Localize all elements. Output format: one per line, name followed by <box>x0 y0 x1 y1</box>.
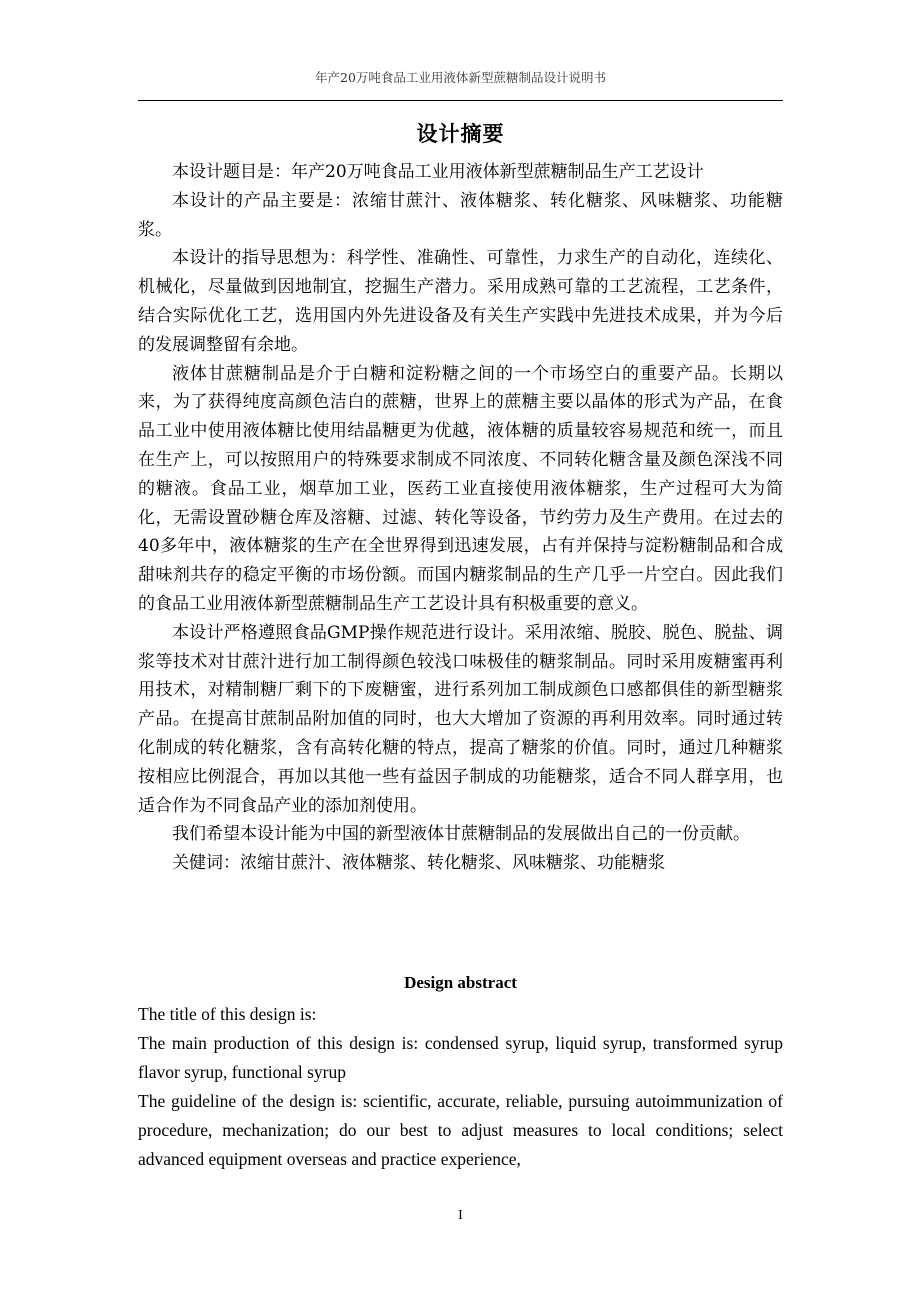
cn-paragraph: 本设计的产品主要是：浓缩甘蔗汁、液体糖浆、转化糖浆、风味糖浆、功能糖浆。 <box>138 190 783 240</box>
header-rule <box>138 100 783 101</box>
page-number: I <box>458 1208 463 1223</box>
en-paragraph: The main production of this design is: condensed syrup, liquid syrup, transformed syrup flavor syrup, functional syrup <box>138 1033 783 1082</box>
cn-paragraph: 本设计严格遵照食品GMP操作规范进行设计。采用浓缩、脱胶、脱色、脱盐、调浆等技术对甘蔗汁进行加工制得颜色较浅口味极佳的糖浆制品。同时采用废糖蜜再利用技术，对精制糖厂剩下的下废糖蜜，进行系列加工制成颜色口感都俱佳的新型糖浆产品。在提高甘蔗制品附加值的同时，也大大增加了资源的再利用效率。同时通过转化制成的转化糖浆，含有高转化糖的特点，提高了糖浆的价值。同时，通过几种糖浆按相应比例混合，再加以其他一些有益因子制成的功能糖浆，适合不同人群享用，也适合作为不同食品产业的添加剂使用。 <box>138 622 783 816</box>
running-header: 年产20万吨食品工业用液体新型蔗糖制品设计说明书 <box>315 70 606 85</box>
en-abstract-body <box>138 1000 783 1174</box>
cn-abstract-title: 设计摘要 <box>416 121 505 146</box>
cn-keywords: 关健词：浓缩甘蔗汁、液体糖浆、转化糖浆、风味糖浆、功能糖浆 <box>172 853 665 874</box>
cn-paragraph: 我们希望本设计能为中国的新型液体甘蔗糖制品的发展做出自己的一份贡献。 <box>172 824 750 845</box>
cn-abstract-body <box>138 158 783 878</box>
cn-paragraph: 本设计的指导思想为：科学性、准确性、可靠性，力求生产的自动化，连续化、机械化，尽量做到因地制宜，挖掘生产潜力。采用成熟可靠的工艺流程，工艺条件，结合实际优化工艺，选用国内外先进设备及有关生产实践中先进技术成果，并为今后的发展调整留有余地。 <box>138 248 783 355</box>
cn-paragraph: 本设计题目是：年产20万吨食品工业用液体新型蔗糖制品生产工艺设计 <box>172 162 704 182</box>
cn-paragraph: 液体甘蔗糖制品是介于白糖和淀粉糖之间的一个市场空白的重要产品。长期以来，为了获得纯度高颜色洁白的蔗糖，世界上的蔗糖主要以晶体的形式为产品，在食品工业中使用液体糖比使用结晶糖更为优越，液体糖的质量较容易规范和统一，而且在生产上，可以按照用户的特殊要求制成不同浓度、不同转化糖含量及颜色深浅不同的糖液。食品工业，烟草加工业，医药工业直接使用液体糖浆，生产过程可大为简化，无需设置砂糖仓库及溶糖、过滤、转化等设备，节约劳力及生产费用。在过去的40多年中，液体糖浆的生产在全世界得到迅速发展，占有并保持与淀粉糖制品和合成甜味剂共存的稳定平衡的市场份额。而国内糖浆制品的生产几乎一片空白。因此我们的食品工业用液体新型蔗糖制品生产工艺设计具有积极重要的意义。 <box>138 363 783 614</box>
en-abstract-title: Design abstract <box>404 973 517 992</box>
en-paragraph: The title of this design is: <box>138 1004 317 1024</box>
en-paragraph: The guideline of the design is: scientific, accurate, reliable, pursuing autoimmunization of procedure, mechanization; do our best to adjust measures to local conditions; select advanced equipment overseas and practice experience, <box>138 1091 783 1169</box>
